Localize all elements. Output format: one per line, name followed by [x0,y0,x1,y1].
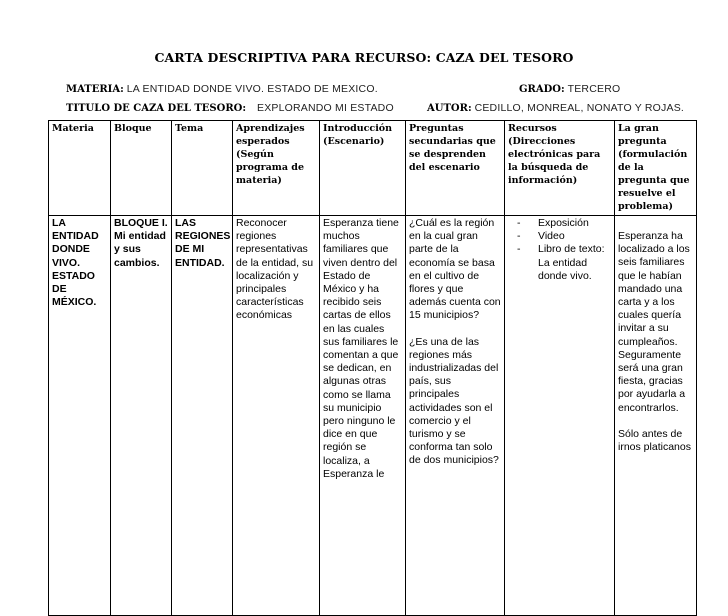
grado-value: TERCERO [567,83,621,95]
cell-tema: LAS REGIONES DE MI ENTIDAD. [172,216,233,616]
recurso-item: - Exposición [508,217,611,230]
cell-gran-pregunta [615,216,697,616]
document-title: CARTA DESCRIPTIVA PARA RECURSO: CAZA DEL TESORO [154,50,574,65]
header-row [49,121,697,216]
gran-pregunta-text: Esperanza ha localizado a los seis familiares que le habían mandado una carta y a los cuales quería invitar a su cumpleaños. Seguramente será una gran fiesta, gracias por ayudarla a encontrarlos. [618,230,690,414]
header-gran-pregunta: La gran pregunta (formulación de la pregunta que resuelve el problema) [615,121,697,216]
recurso-item: - Libro de texto: La entidad donde vivo. [508,243,611,283]
titulo-line [66,102,394,114]
header-recursos: Recursos (Direcciones electrónicas para la búsqueda de información) [505,121,615,216]
materia-line [66,83,378,95]
pregunta-2: ¿Es una de las regiones más industrializadas del país, sus principales actividades son el comercio y el turismo y se conforma tan solo de dos municipios? [409,335,499,467]
header-bloque: Bloque [111,121,172,216]
cell-preguntas [406,216,505,616]
cell-introduccion: Esperanza tiene muchos familiares que viven dentro del Estado de México y ha recibido seis cartas de ellos en las cuales sus familiares le comentan a que se dedican, en algunas otras como se llama su municipio pero ninguno le dice en que región se localiza, a Esperanza le [320,216,406,616]
grado-label: GRADO: [519,84,565,95]
header-materia: Materia [49,121,111,216]
table-row [49,216,697,616]
autor-value: CEDILLO, MONREAL, NONATO Y ROJAS. [474,102,685,114]
cell-bloque: BLOQUE I. Mi entidad y sus cambios. [111,216,172,616]
cell-recursos [505,216,615,616]
titulo-value: EXPLORANDO MI ESTADO [256,102,394,114]
titulo-label: TITULO DE CAZA DEL TESORO: [66,103,247,114]
cell-materia: LA ENTIDAD DONDE VIVO. ESTADO DE MÉXICO. [49,216,111,616]
materia-value: LA ENTIDAD DONDE VIVO. ESTADO DE MEXICO. [126,83,378,95]
autor-label: AUTOR: [427,103,472,114]
descriptive-table [48,120,697,616]
grado-line [519,83,620,95]
header-preguntas: Preguntas secundarias que se desprenden del escenario [406,121,505,216]
gran-pregunta-note: Sólo antes de irnos platicanos [618,427,691,454]
recursos-list [508,217,611,283]
cell-aprendizajes: Reconocer regiones representativas de la entidad, su localización y principales características económicas [233,216,320,616]
autor-line [427,102,684,114]
header-introduccion: Introducción (Escenario) [320,121,406,216]
header-aprendizajes: Aprendizajes esperados (Según programa de materia) [233,121,320,216]
recurso-item: - Video [508,230,611,243]
pregunta-1: ¿Cuál es la región en la cual gran parte de la economía se basa en el cultivo de flores y que además cuenta con 15 municipios? [409,217,501,322]
materia-label: MATERIA: [66,84,124,95]
header-tema: Tema [172,121,233,216]
